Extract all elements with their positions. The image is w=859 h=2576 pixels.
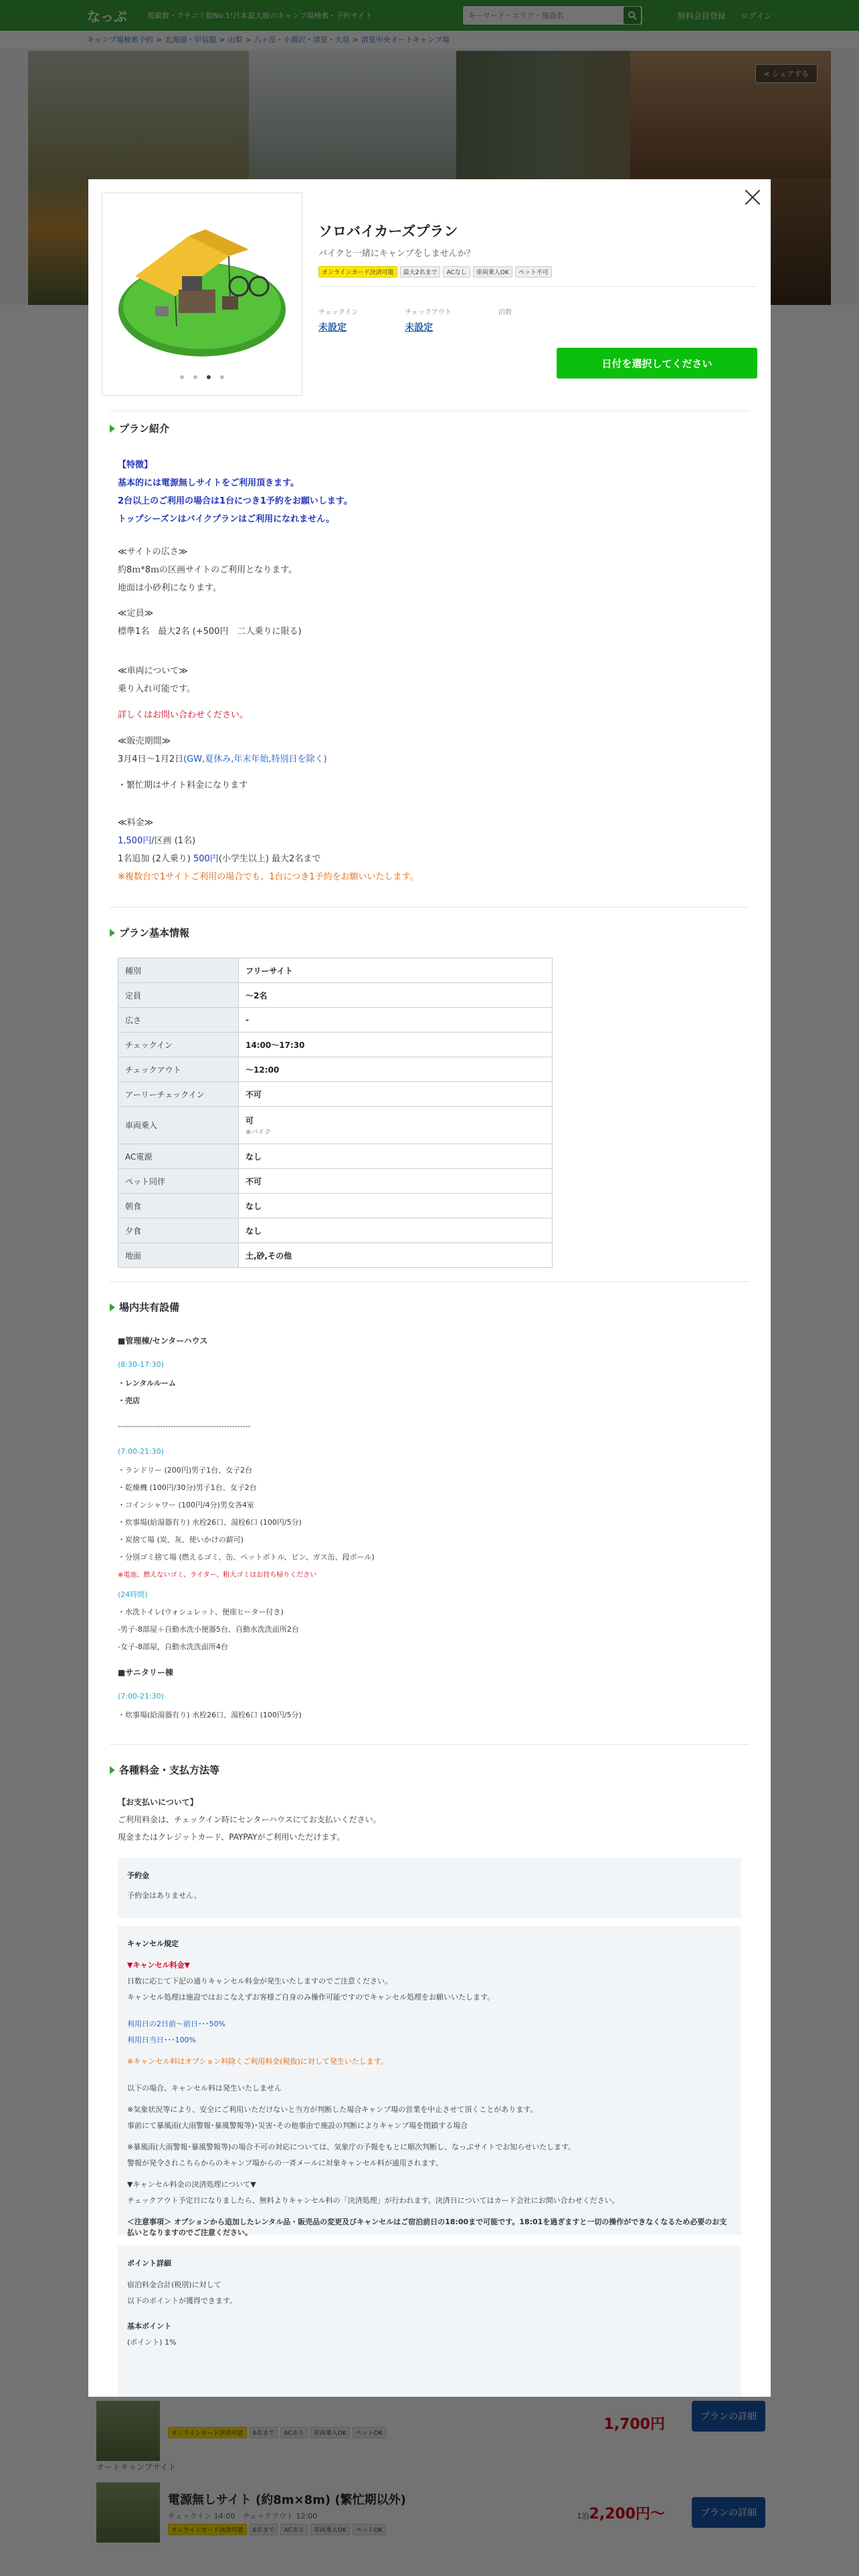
checkout-field[interactable]: [405, 306, 452, 334]
divider: [110, 1281, 749, 1282]
facility-item: ・炊事場(給湯器有り) 水栓26口、湯栓6口 (100円/5分): [118, 1711, 302, 1719]
tag: ACなし: [443, 266, 470, 278]
row-key: AC電源: [118, 1144, 239, 1169]
intro-price-line: [118, 833, 195, 846]
points-base-rate: (ポイント) 1%: [127, 2338, 177, 2347]
cancel-title: キャンセル規定: [127, 1939, 179, 1948]
cancel-warning: ＜注意事項＞ オプションから追加したレンタル品・販売品の変更及びキャンセルはご宿泊前日の18:00まで可能です。18:01を過ぎますと一切の操作ができなくなるため必要のお支払いとなりますのでご注意ください。: [127, 2218, 727, 2237]
price-extra-note: (小学生以上) 最大2名まで: [218, 854, 321, 864]
intro-vehicle-head: ≪車両について≫: [118, 666, 188, 676]
row-value: 〜12:00: [239, 1057, 553, 1082]
facility-item: ・レンタルルーム: [118, 1379, 177, 1388]
row-value: 不可: [239, 1169, 553, 1194]
carousel-dot[interactable]: [193, 375, 197, 379]
row-value-text: 可: [246, 1115, 254, 1125]
facility-item: ・売店: [118, 1396, 140, 1405]
carousel-dots: [180, 375, 224, 379]
table-row: [118, 983, 553, 1008]
points-title: ポイント詳細: [127, 2259, 171, 2268]
table-row: [118, 1107, 553, 1144]
section-heading: プラン紹介: [110, 421, 749, 435]
row-value: 14:00〜17:30: [239, 1033, 553, 1057]
intro-size-head: ≪サイトの広さ≫: [118, 547, 188, 557]
cancel-line: ※キャンセル料はオプション料除くご利用料金(税抜)に対して発生いたします。: [127, 2057, 388, 2066]
tag: 最大2名まで: [400, 266, 441, 278]
plan-header: [102, 193, 757, 393]
table-row: [118, 1169, 553, 1194]
tag: ペット不可: [515, 266, 552, 278]
intro-feature-line: トップシーズンはバイクプランはご利用になれません。: [118, 514, 335, 524]
row-key: 車両乗入: [118, 1107, 239, 1144]
table-row: [118, 1194, 553, 1218]
points-box: [118, 2246, 741, 2397]
row-key: アーリーチェックイン: [118, 1082, 239, 1107]
facility-heading: ■管理棟/センターハウス: [118, 1336, 208, 1346]
intro-price-note: ※複数台で1サイトご利用の場合でも、1台につき1予約をお願いいたします。: [118, 872, 419, 882]
carousel-dot[interactable]: [220, 375, 224, 379]
intro-period-head: ≪販売期間≫: [118, 736, 171, 746]
facility-item: ・乾燥機 (100円/30分)男子1台、女子2台: [118, 1483, 257, 1492]
select-date-button[interactable]: 日付を選択してください: [557, 348, 757, 379]
cancel-line: チェックアウト予定日になりましたら、無料よりキャンセル料の「決済処理」が行われます。決済日についてはカード会社にお問い合わせください。: [127, 2196, 619, 2205]
intro-price-head: ≪料金≫: [118, 818, 154, 828]
points-line: 以下のポイントが獲得できます。: [127, 2296, 237, 2305]
facility-item: ・分別ゴミ捨て場 (燃えるゴミ、缶、ペットボトル、ビン、ガス缶、段ボール): [118, 1553, 375, 1562]
intro-capacity-head: ≪定員≫: [118, 609, 154, 619]
price-unit: /区画 (1名): [151, 836, 196, 846]
nights-label: 泊数: [498, 309, 512, 316]
facility-item: ・水洗トイレ(ウォシュレット、便座ヒーター付き): [118, 1608, 284, 1616]
date-selector: [318, 306, 512, 334]
divider: [318, 286, 757, 287]
cancel-line: 日数に応じて下記の通りキャンセル料金が発生いたしますのでご注意ください。: [127, 1977, 392, 1985]
facility-hours: (24時間): [118, 1590, 148, 1599]
facility-hours: (7:00-21:30): [118, 1447, 164, 1456]
intro-feature-head: 【特徴】: [118, 460, 153, 470]
section-plan-intro: [110, 421, 749, 435]
intro-size-line: 約8ｍ*8ｍの区画サイトのご利用となります。: [118, 565, 298, 575]
period-dates: 3月4日〜1月2日: [118, 754, 184, 764]
row-value: [239, 1107, 553, 1144]
intro-feature-line: 基本的には電源無しサイトをご利用頂きます。: [118, 478, 300, 488]
facility-hours: (7:00-21:30): [118, 1692, 164, 1701]
table-row: [118, 1243, 553, 1268]
row-key: 広さ: [118, 1008, 239, 1033]
row-key: 朝食: [118, 1194, 239, 1218]
plan-title: ソロバイカーズプラン: [318, 223, 458, 239]
price-extra-label: 1名追加 (2人乗り): [118, 854, 193, 864]
tag: 車両乗入OK: [473, 266, 512, 278]
section-basic-info: [110, 926, 749, 940]
row-value: フリーサイト: [239, 958, 553, 983]
section-heading: 各種料金・支払方法等: [110, 1763, 749, 1777]
checkin-field[interactable]: [318, 306, 358, 334]
points-line: 宿泊料金合計(税別)に対して: [127, 2280, 221, 2289]
checkout-label: チェックアウト: [405, 309, 452, 316]
cancel-line: ▼キャンセル料金の決済処理について▼: [127, 2180, 256, 2189]
facility-item: ・炊事場(給湯器有り) 水栓26口、湯栓6口 (100円/5分): [118, 1518, 302, 1527]
points-base-title: 基本ポイント: [127, 2322, 171, 2331]
carousel-dot[interactable]: [180, 375, 184, 379]
row-value: 〜2名: [239, 983, 553, 1008]
intro-vehicle-contact: 詳しくはお問い合わせください。: [118, 710, 249, 720]
table-row: [118, 1144, 553, 1169]
row-key: 地面: [118, 1243, 239, 1268]
checkin-value[interactable]: 未設定: [318, 322, 347, 333]
price-base: 1,500円: [118, 836, 152, 846]
cancel-rate: 利用日当日･･･100%: [127, 2036, 196, 2044]
cancel-line: ※暴風雨(大雨警報･暴風警報等)の場合不可の対応については、気象庁の予報をもとに順次判断し、なっぷサイトでお知らせいたします。: [127, 2143, 576, 2151]
cancel-rate: 利用日の2日前〜前日･･･50%: [127, 2020, 225, 2028]
row-value: 土,砂,その他: [239, 1243, 553, 1268]
intro-period-note: ・繁忙期はサイト料金になります: [118, 780, 248, 790]
plan-image-carousel[interactable]: [102, 193, 302, 396]
facility-item: ・ランドリー (200円)男子1台、女子2台: [118, 1466, 253, 1475]
section-heading: 場内共有設備: [110, 1300, 749, 1314]
intro-size-line: 地面は小砂利になります。: [118, 583, 221, 593]
row-value: 不可: [239, 1082, 553, 1107]
row-value: なし: [239, 1218, 553, 1243]
facility-hours: (8:30-17:30): [118, 1360, 164, 1369]
facility-item: -男子-8部屋＋自動水洗小便器5台、自動水洗洗面所2台: [118, 1625, 299, 1634]
row-value-note: ※バイク: [246, 1128, 272, 1136]
table-row: [118, 1008, 553, 1033]
facility-item: -女子-8部屋，自動水洗洗面所4台: [118, 1642, 228, 1651]
deposit-box: [118, 1858, 741, 1918]
row-key: ペット同伴: [118, 1169, 239, 1194]
nights-field: [498, 306, 512, 334]
cancel-line: 以下の場合、キャンセル料は発生いたしません: [127, 2084, 282, 2092]
deposit-title: 予約金: [127, 1871, 149, 1880]
row-value: なし: [239, 1144, 553, 1169]
intro-vehicle-line: 乗り入れ可能です。: [118, 684, 195, 694]
period-exclusions: (GW,夏休み,年末年始,特別日を除く): [183, 754, 327, 764]
intro-capacity-line: 標準1名 最大2名 (+500円 二人乗りに限る): [118, 627, 302, 637]
payment-heading: 【お支払いについて】: [118, 1798, 198, 1807]
table-row: [118, 1082, 553, 1107]
row-key: 種別: [118, 958, 239, 983]
table-row: [118, 1033, 553, 1057]
row-key: チェックイン: [118, 1033, 239, 1057]
checkin-label: チェックイン: [318, 309, 359, 316]
section-fees: [110, 1763, 749, 1777]
facility-separator: --------------------------------------------------: [118, 1422, 251, 1430]
checkout-value[interactable]: 未設定: [405, 322, 434, 333]
row-value: -: [239, 1008, 553, 1033]
facility-item: ・炭捨て場 (炭、灰、使いかけの薪可): [118, 1535, 244, 1544]
row-key: 定員: [118, 983, 239, 1008]
tag: オンラインカード決済可能: [318, 266, 397, 278]
row-key: チェックアウト: [118, 1057, 239, 1082]
facility-item: ・コインシャワー (100円/4分)男女各4室: [118, 1501, 254, 1509]
cancel-line: 警報が発令されこちらからのキャンプ場からの一斉メールに対象キャンセル料が通用されます。: [127, 2159, 443, 2167]
table-row: [118, 1218, 553, 1243]
divider: [110, 1744, 749, 1745]
facility-heading: ■サニタリー棟: [118, 1668, 173, 1677]
intro-price-line: [118, 851, 320, 864]
tent-illustration-image: [115, 209, 289, 363]
cancel-line: ▼キャンセル料金▼: [127, 1961, 190, 1969]
row-value: なし: [239, 1194, 553, 1218]
intro-period-line: [118, 752, 327, 764]
payment-line: ご利用料金は、チェックイン時にセンターハウスにてお支払いください。: [118, 1815, 381, 1824]
cancel-policy-box: [118, 1926, 741, 2235]
table-row: [118, 1057, 553, 1082]
cancel-line: キャンセル処理は施設ではおこなえずお客様ご自身のみ操作可能ですのでキャンセル処理をお願いいたします。: [127, 1993, 495, 2002]
section-heading: プラン基本情報: [110, 926, 749, 940]
plan-subtitle: バイクと一緒にキャンプをしませんか？: [318, 249, 475, 259]
cancel-line: 事前にて暴風雨(大雨警報･暴風警報等)･災害･その他事由で施設の判断によりキャンプ場を閉鎖する場合: [127, 2121, 468, 2130]
carousel-dot-active[interactable]: [207, 375, 211, 379]
price-extra: 500円: [193, 854, 219, 864]
section-facilities: [110, 1300, 749, 1314]
plan-detail-modal: [88, 179, 771, 2397]
plan-tags: [318, 266, 552, 278]
table-row: [118, 958, 553, 983]
basic-info-table: [118, 958, 553, 1268]
intro-feature-line: 2台以上のご利用の場合は1台につき1予約をお願いします。: [118, 496, 353, 506]
row-key: 夕食: [118, 1218, 239, 1243]
deposit-text: 予約金はありません。: [127, 1891, 201, 1900]
facility-warning: ※電池、燃えないゴミ、ライター、粗大ゴミはお持ち帰りください: [118, 1572, 317, 1579]
cancel-line: ※気象状況等により、安全にご利用いただけないと当方が判断した場合キャンプ場の営業を中止させて頂くことがあります。: [127, 2105, 538, 2114]
payment-line: 現金またはクレジットカード、PAYPAYがご利用いただけます。: [118, 1832, 345, 1842]
